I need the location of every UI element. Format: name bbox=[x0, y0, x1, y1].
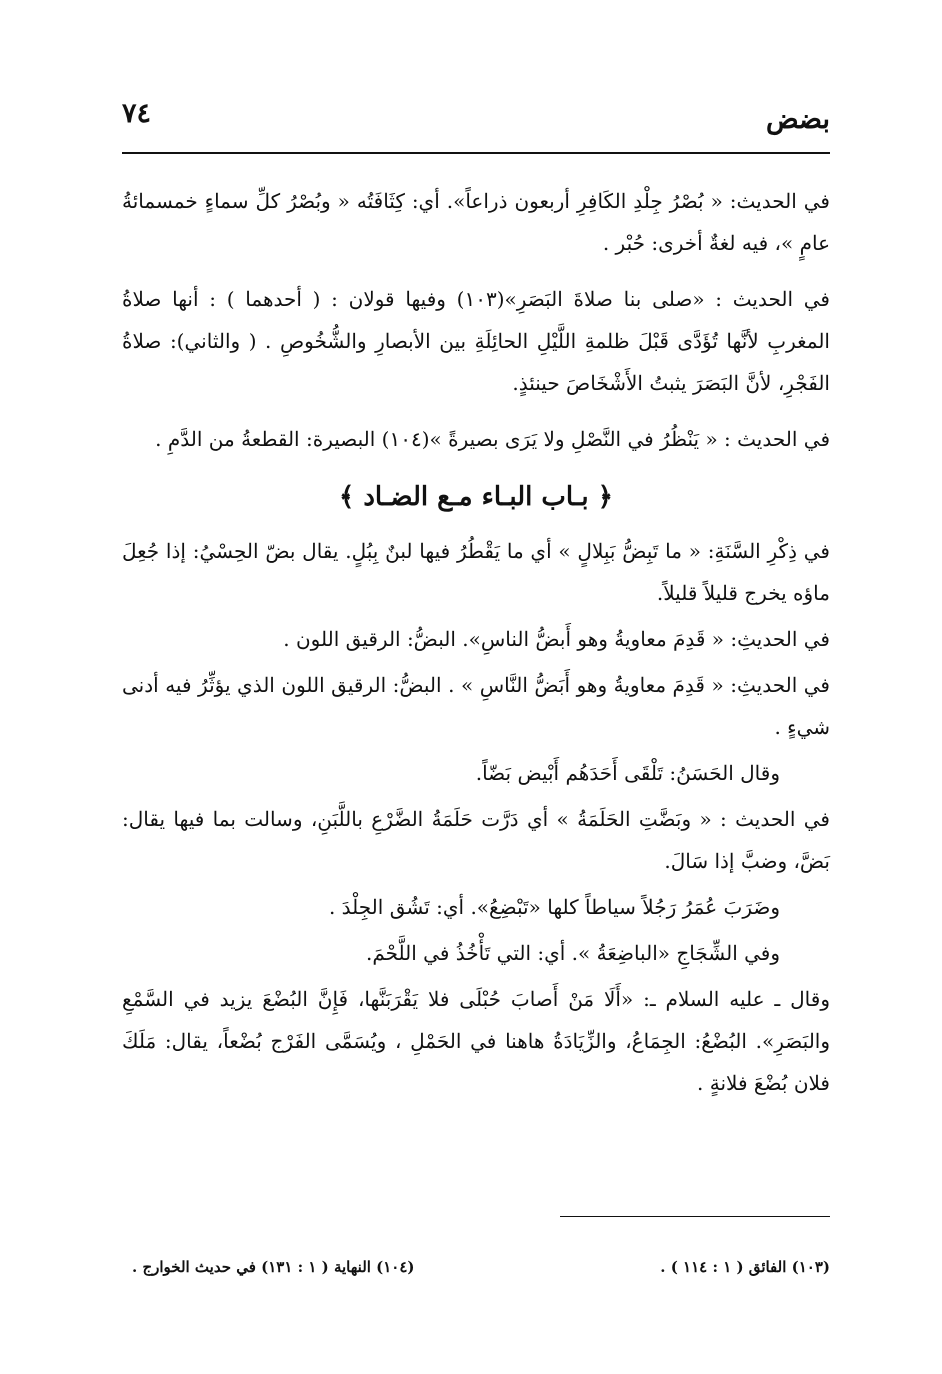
paragraph: في الحديث : « يَنْظُرُ في النَّصْلِ ولا يَرَى بصيرةً »(١٠٤) البصيرة: القطعةُ من الدَّمِ . bbox=[155, 427, 830, 451]
paragraph: في ذِكْرِ السَّنَةِ: « ما تَبِضُّ بَبِلالٍ » أي ما يَقْطُرُ فيها لبنٌ بِبُلٍ. يقال بضّ الحِسْيُ: إذا جُعِلَ ماؤه يخرج قليلاً قليلاً. bbox=[122, 539, 830, 605]
paragraph: وقال الحَسَنُ: تَلْقَى أَحَدَهُم أَبْيض بَضّاً. bbox=[475, 761, 780, 785]
body-text bbox=[122, 180, 830, 1118]
footnotes bbox=[122, 1258, 830, 1288]
running-head: بضض bbox=[765, 104, 830, 135]
paragraph: وقال ـ عليه السلام ـ: «أَلَا مَنْ أَصابَ حُبْلَى فلا يَقْرَبَنَّها، فَإِنَّ البُضْعَ يزيد في السَّمْعِ والبَصَرِ». البُضْعُ: الجِمَاعُ، والزِّيَادَةُ هاهنا في الحَمْلِ ، ويُسَمَّى الفَرْج بُضْعاً، يقال: مَلَكَ فلان بُضْعَ فلانةٍ . bbox=[122, 987, 830, 1095]
paragraph: في الحديث : «صلى بنا صلاةَ البَصَرِ»(١٠٣) وفيها قولان : ( أحدهما ) : أنها صلاةُ المغربِ لأنَّها تُؤَدَّى قَبْلَ ظلمةِ اللَّيْلِ الحائِلَةِ بين الأبصارِ والشُّخُوصِ . ( والثاني): صلاةُ الفَجْرِ، لأنَّ البَصَرَ يثبتُ الأَشْخَاصَ حينئذٍ. bbox=[122, 287, 830, 395]
page-number: ٧٤ bbox=[122, 98, 152, 129]
paragraph: في الحديث: « بُصْرُ جِلْدِ الكَافِرِ أربعون ذراعاً». أي: كِثَافَتُه « وبُصْرُ كلِّ سماءٍ خمسمائةُ عامٍ »، فيه لغةٌ أخرى: حُبْر . bbox=[122, 189, 830, 255]
paragraph: وضَرَبَ عُمَرُ رَجُلاً سياطاً كلها «تَبْضِعُ». أي: تَشُق الجِلْدَ . bbox=[328, 895, 780, 919]
footnote: (١٠٣) الفائق ( ١ : ١١٤ ) . bbox=[660, 1258, 830, 1276]
paragraph: في الحديثِ: « قَدِمَ معاويةُ وهو أَبضُّ الناسِ». البضُّ: الرقيق اللون . bbox=[283, 627, 830, 651]
section-heading: ﴿ بـاب البـاء مـع الضـاد ﴾ bbox=[339, 482, 613, 512]
footnote: (١٠٤) النهاية ( ١ : ١٣١) في حديث الخوارج . bbox=[132, 1258, 415, 1276]
paragraph: وفي الشِّجَاجِ «الباضِعَةُ ». أي: التي تَأْخُذُ في اللَّحْمَ. bbox=[365, 941, 780, 965]
page-header bbox=[122, 98, 830, 148]
header-rule bbox=[122, 152, 830, 154]
footnote-rule bbox=[560, 1216, 830, 1217]
paragraph: في الحديث : « وبَضَّتِ الحَلَمَةُ » أي دَرَّت حَلَمَةُ الضَّرْعِ باللَّبَنِ، وسالت بما فيها يقال: بَضَّ، وضبَّ إذا سَالَ. bbox=[122, 807, 830, 873]
paragraph: في الحديثِ: « قَدِمَ معاويةُ وهو أَبَضُّ النَّاسِ » . البضُّ: الرقيق اللون الذي يؤثِّرُ فيه أدنى شيءٍ . bbox=[122, 673, 830, 739]
